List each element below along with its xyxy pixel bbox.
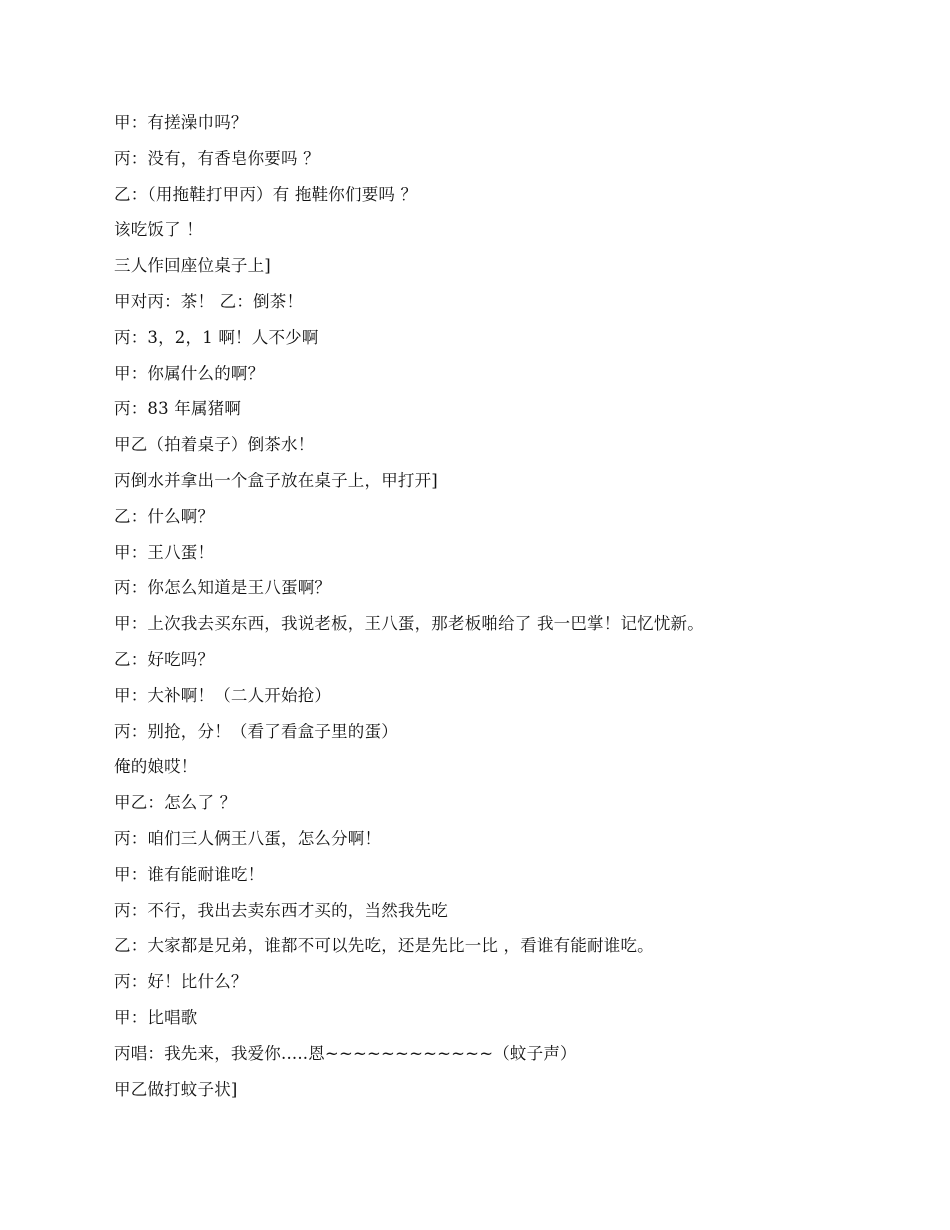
script-line: 丙：不行，我出去卖东西才买的，当然我先吃 bbox=[114, 900, 448, 920]
script-line: 甲：有搓澡巾吗？ bbox=[114, 113, 248, 132]
script-line: 甲：比唱歌 bbox=[114, 1007, 198, 1027]
stage-direction: 甲乙做打蚊子状] bbox=[114, 1079, 238, 1099]
script-line: 丙：没有，有香皂你要吗 ？ bbox=[114, 148, 320, 168]
script-line: 丙：咱们三人俩王八蛋，怎么分啊！ bbox=[114, 828, 382, 848]
script-line: 俺的娘哎！ bbox=[114, 757, 198, 777]
script-line: 乙：（用拖鞋打甲丙）有 拖鞋你们要吗 ？ bbox=[114, 184, 418, 204]
script-line: 丙唱：我先来，我爱你.....恩~~~~~~~~~~~~（蚊子声） bbox=[114, 1043, 577, 1063]
script-line: 甲：你属什么的啊？ bbox=[114, 363, 265, 383]
script-line: 甲乙（拍着桌子）倒茶水！ bbox=[114, 435, 315, 455]
script-line: 甲：大补啊！（二人开始抢） bbox=[114, 685, 332, 705]
script-line: 丙：你怎么知道是王八蛋啊？ bbox=[114, 578, 332, 598]
stage-direction: 三人作回座位桌子上] bbox=[114, 256, 271, 276]
script-line: 甲：谁有能耐谁吃！ bbox=[114, 864, 265, 884]
script-line: 甲：上次我去买东西，我说老板，王八蛋，那老板啪给了 我一巴掌！记忆忧新。 bbox=[114, 614, 704, 634]
script-line: 甲对丙：茶！ 乙：倒茶！ bbox=[114, 291, 304, 311]
script-line: 乙：大家都是兄弟，谁都不可以先吃，还是先比一比 ，看谁有能耐谁吃。 bbox=[114, 936, 654, 956]
script-line: 丙：好！比什么？ bbox=[114, 972, 248, 992]
script-line: 甲乙：怎么了 ？ bbox=[114, 793, 237, 813]
script-line: 该吃饭了 ！ bbox=[114, 220, 203, 240]
script-line: 甲：王八蛋！ bbox=[114, 542, 215, 562]
script-line: 丙：83 年属猪啊 bbox=[114, 399, 242, 419]
stage-direction: 丙倒水并拿出一个盒子放在桌子上，甲打开] bbox=[114, 470, 438, 490]
script-line: 丙：3，2，1 啊！人不少啊 bbox=[114, 327, 319, 347]
script-text-body bbox=[114, 108, 874, 1110]
script-line: 乙：好吃吗？ bbox=[114, 649, 215, 669]
script-line: 丙：别抢，分！（看了看盒子里的蛋） bbox=[114, 721, 398, 741]
script-line: 乙：什么啊？ bbox=[114, 506, 215, 526]
